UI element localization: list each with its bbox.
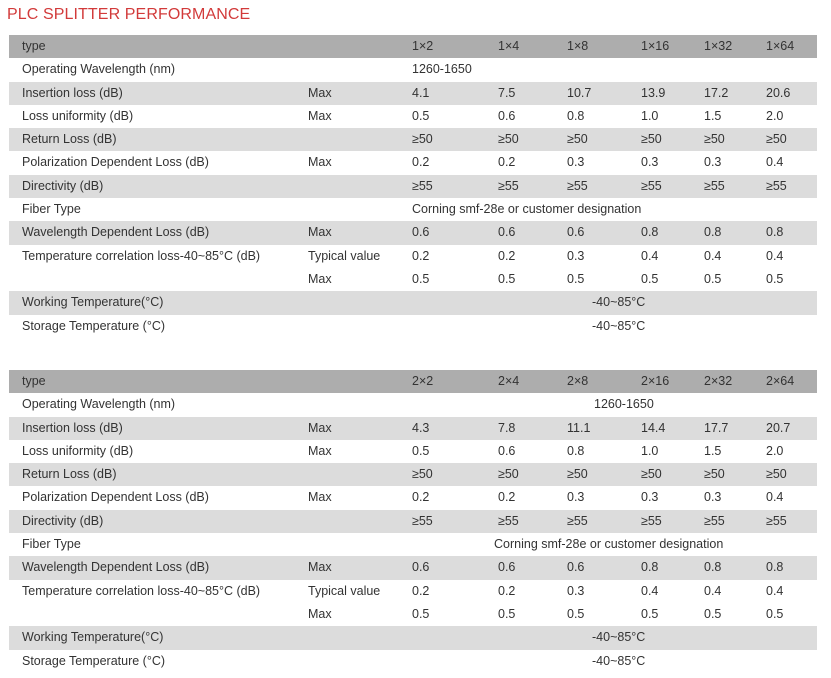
param-cell: Operating Wavelength (nm): [22, 62, 176, 77]
param-cell: Wavelength Dependent Loss (dB): [22, 560, 210, 575]
table-row: [9, 510, 817, 533]
table-row: [9, 486, 817, 509]
param-cell: Working Temperature(°C): [22, 295, 164, 310]
value-cell: ≥50: [412, 132, 433, 147]
condition-cell: Typical value: [308, 248, 381, 263]
value-cell: 0.4: [766, 248, 784, 263]
span-value-cell: -40~85°C: [592, 318, 646, 333]
value-cell: 0.5: [567, 271, 585, 286]
table-row: [9, 440, 817, 463]
value-cell: 1×16: [641, 39, 670, 53]
value-cell: 0.3: [567, 583, 585, 598]
table-row: [9, 82, 817, 105]
table-row: [9, 626, 817, 649]
value-cell: ≥55: [567, 513, 588, 528]
value-cell: ≥55: [704, 513, 725, 528]
span-value-cell: -40~85°C: [592, 653, 646, 668]
value-cell: 0.4: [766, 583, 784, 598]
value-cell: 20.7: [766, 420, 791, 435]
value-cell: ≥50: [704, 132, 725, 147]
value-cell: 2×2: [412, 374, 434, 388]
value-cell: 0.6: [498, 560, 516, 575]
condition-cell: Max: [308, 606, 332, 621]
table-row: [9, 268, 817, 291]
value-cell: 0.2: [498, 155, 516, 170]
value-cell: ≥55: [641, 513, 662, 528]
value-cell: 0.8: [641, 560, 659, 575]
value-cell: ≥55: [641, 178, 662, 193]
value-cell: ≥50: [498, 132, 519, 147]
value-cell: 0.8: [766, 225, 784, 240]
value-cell: 1.5: [704, 443, 722, 458]
value-cell: ≥50: [766, 132, 787, 147]
value-cell: 7.5: [498, 85, 516, 100]
condition-cell: Max: [308, 108, 332, 123]
value-cell: 0.5: [641, 606, 659, 621]
value-cell: 0.4: [704, 248, 722, 263]
table-row: [9, 175, 817, 198]
table-row: [9, 463, 817, 486]
condition-cell: Max: [308, 490, 332, 505]
value-cell: 0.3: [704, 490, 722, 505]
value-cell: 0.5: [412, 606, 430, 621]
value-cell: 0.4: [766, 155, 784, 170]
param-cell: Storage Temperature (°C): [22, 653, 166, 668]
value-cell: 2×32: [704, 374, 733, 388]
table-row: [9, 315, 817, 338]
condition-cell: Max: [308, 85, 332, 100]
value-cell: 0.6: [567, 225, 585, 240]
value-cell: 0.8: [641, 225, 659, 240]
value-cell: ≥50: [567, 467, 588, 482]
table-row: [9, 580, 817, 603]
value-cell: 17.2: [704, 85, 729, 100]
value-cell: 17.7: [704, 420, 729, 435]
value-cell: 1×32: [704, 39, 733, 53]
value-cell: 0.8: [704, 560, 722, 575]
value-cell: 0.8: [567, 443, 585, 458]
value-cell: 0.6: [498, 443, 516, 458]
value-cell: ≥55: [567, 178, 588, 193]
value-cell: 0.5: [498, 606, 516, 621]
value-cell: 0.4: [641, 583, 659, 598]
condition-cell: Max: [308, 420, 332, 435]
value-cell: 0.5: [766, 271, 784, 286]
page-title: PLC SPLITTER PERFORMANCE: [7, 6, 251, 23]
value-cell: 2×64: [766, 374, 795, 388]
value-cell: ≥55: [412, 513, 433, 528]
value-cell: 0.2: [412, 155, 430, 170]
condition-cell: Max: [308, 155, 332, 170]
value-cell: 0.5: [412, 271, 430, 286]
span-value-cell: Corning smf-28e or customer designation: [412, 202, 642, 217]
table-row: [9, 105, 817, 128]
value-cell: 0.3: [567, 155, 585, 170]
value-cell: ≥50: [567, 132, 588, 147]
span-value-cell: Corning smf-28e or customer designation: [494, 537, 724, 552]
spec-table-1x: [9, 35, 817, 338]
value-cell: 0.2: [412, 248, 430, 263]
value-cell: 0.5: [704, 606, 722, 621]
param-cell: Fiber Type: [22, 537, 81, 552]
param-cell: Loss uniformity (dB): [22, 108, 134, 123]
param-cell: Operating Wavelength (nm): [22, 397, 176, 412]
param-cell: Directivity (dB): [22, 178, 104, 193]
table-row: [9, 533, 817, 556]
span-value-cell: -40~85°C: [592, 295, 646, 310]
value-cell: ≥55: [412, 178, 433, 193]
value-cell: 0.8: [766, 560, 784, 575]
value-cell: 0.6: [412, 225, 430, 240]
value-cell: 11.1: [567, 420, 591, 435]
value-cell: 0.2: [498, 490, 516, 505]
value-cell: 0.2: [498, 248, 516, 263]
param-cell: type: [22, 374, 46, 388]
value-cell: 1×8: [567, 39, 589, 53]
value-cell: 2×8: [567, 374, 589, 388]
value-cell: 2×4: [498, 374, 520, 388]
value-cell: 0.2: [498, 583, 516, 598]
table-row: [9, 556, 817, 579]
value-cell: 1.5: [704, 108, 722, 123]
table-row: [9, 393, 817, 416]
value-cell: 0.3: [641, 490, 659, 505]
table-header-row: [9, 35, 817, 58]
value-cell: 2.0: [766, 108, 784, 123]
value-cell: 13.9: [641, 85, 666, 100]
table-row: [9, 603, 817, 626]
value-cell: 0.6: [498, 225, 516, 240]
param-cell: Loss uniformity (dB): [22, 443, 134, 458]
span-value-cell: -40~85°C: [592, 630, 646, 645]
value-cell: 0.6: [567, 560, 585, 575]
value-cell: 7.8: [498, 420, 516, 435]
value-cell: ≥55: [766, 178, 787, 193]
param-cell: Directivity (dB): [22, 513, 104, 528]
table-row: [9, 128, 817, 151]
value-cell: 0.3: [704, 155, 722, 170]
param-cell: Polarization Dependent Loss (dB): [22, 490, 209, 505]
value-cell: 0.3: [567, 248, 585, 263]
table-row: [9, 151, 817, 174]
condition-cell: Max: [308, 443, 332, 458]
param-cell: type: [22, 39, 46, 53]
param-cell: Return Loss (dB): [22, 467, 117, 482]
value-cell: 0.4: [641, 248, 659, 263]
value-cell: 0.6: [412, 560, 430, 575]
value-cell: 4.1: [412, 85, 430, 100]
value-cell: ≥55: [498, 178, 519, 193]
table-row: [9, 417, 817, 440]
value-cell: 0.5: [766, 606, 784, 621]
value-cell: 0.3: [567, 490, 585, 505]
value-cell: ≥55: [704, 178, 725, 193]
param-cell: Polarization Dependent Loss (dB): [22, 155, 209, 170]
value-cell: 0.4: [766, 490, 784, 505]
value-cell: ≥50: [641, 132, 662, 147]
value-cell: 0.8: [704, 225, 722, 240]
table-row: [9, 198, 817, 221]
param-cell: Insertion loss (dB): [22, 85, 123, 100]
value-cell: 0.8: [567, 108, 585, 123]
value-cell: 0.5: [641, 271, 659, 286]
value-cell: 0.5: [704, 271, 722, 286]
condition-cell: Typical value: [308, 583, 381, 598]
value-cell: ≥50: [641, 467, 662, 482]
value-cell: 2.0: [766, 443, 784, 458]
condition-cell: Max: [308, 271, 332, 286]
value-cell: 4.3: [412, 420, 430, 435]
value-cell: ≥50: [766, 467, 787, 482]
value-cell: 0.2: [412, 583, 430, 598]
value-cell: 0.3: [641, 155, 659, 170]
span-value-cell: 1260-1650: [594, 397, 654, 412]
param-cell: Wavelength Dependent Loss (dB): [22, 225, 210, 240]
table-row: [9, 58, 817, 81]
value-cell: ≥55: [766, 513, 787, 528]
value-cell: 0.2: [412, 490, 430, 505]
value-cell: 10.7: [567, 85, 592, 100]
value-cell: 0.5: [412, 108, 430, 123]
value-cell: 0.5: [498, 271, 516, 286]
param-cell: Insertion loss (dB): [22, 420, 123, 435]
spec-table-2x: [9, 370, 817, 673]
value-cell: 1×4: [498, 39, 520, 53]
value-cell: 2×16: [641, 374, 670, 388]
value-cell: 14.4: [641, 420, 666, 435]
value-cell: 1.0: [641, 443, 659, 458]
value-cell: ≥50: [498, 467, 519, 482]
value-cell: 0.6: [498, 108, 516, 123]
value-cell: 0.4: [704, 583, 722, 598]
table-header-row: [9, 370, 817, 393]
value-cell: 0.5: [412, 443, 430, 458]
value-cell: 20.6: [766, 85, 791, 100]
table-row: [9, 245, 817, 268]
condition-cell: Max: [308, 560, 332, 575]
value-cell: 1.0: [641, 108, 659, 123]
value-cell: ≥50: [412, 467, 433, 482]
value-cell: 1×64: [766, 39, 795, 53]
span-value-cell: 1260-1650: [412, 62, 472, 77]
table-row: [9, 221, 817, 244]
value-cell: ≥50: [704, 467, 725, 482]
param-cell: Temperature correlation loss-40~85°C (dB): [22, 248, 261, 263]
param-cell: Return Loss (dB): [22, 132, 117, 147]
value-cell: 1×2: [412, 39, 434, 53]
table-row: [9, 291, 817, 314]
param-cell: Fiber Type: [22, 202, 81, 217]
param-cell: Storage Temperature (°C): [22, 318, 166, 333]
param-cell: Temperature correlation loss-40~85°C (dB): [22, 583, 261, 598]
param-cell: Working Temperature(°C): [22, 630, 164, 645]
table-row: [9, 650, 817, 673]
value-cell: 0.5: [567, 606, 585, 621]
value-cell: ≥55: [498, 513, 519, 528]
condition-cell: Max: [308, 225, 332, 240]
